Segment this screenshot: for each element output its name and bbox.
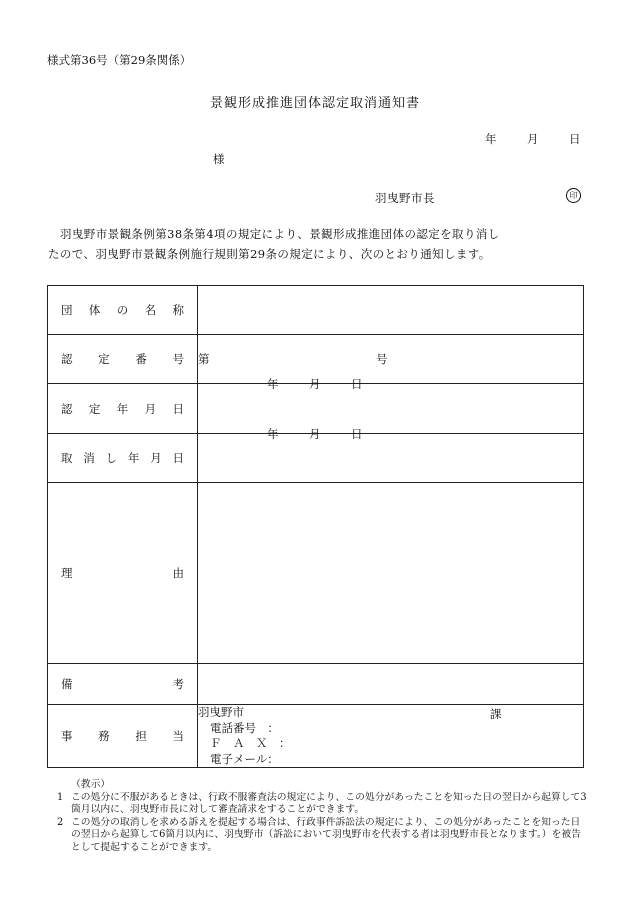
label-char: 名: [144, 303, 157, 317]
note-item: [57, 817, 587, 855]
label-char: 認: [61, 352, 73, 366]
issuer-name: 羽曳野市長: [375, 191, 435, 205]
label-char: 備: [61, 677, 73, 691]
date-day: 日: [569, 132, 581, 146]
addressee-suffix: 様: [213, 152, 225, 166]
label-char: 消: [83, 451, 95, 465]
body-line-1: 羽曳野市景観条例第38条第4項の規定により、景観形成推進団体の認定を取り消し: [60, 227, 500, 241]
row-remarks: [48, 664, 584, 705]
label-char: し: [105, 451, 118, 465]
revoke-date-day: 日: [351, 427, 363, 441]
remarks-field[interactable]: [198, 664, 584, 705]
row-revoke-date: [48, 434, 584, 483]
body-text: [48, 224, 588, 264]
note-text: この処分の取消しを求める訴えを提起する場合は、行政事件訴訟法の規定により、この処分があったことを知った日の翌日から起算して6箇月以内に、羽曳野市（訴訟において羽曳野市を代表する者は羽曳野市長となります。）を被告として提起することができます。: [71, 816, 581, 853]
date-year: 年: [485, 132, 497, 146]
org-name-label: [48, 286, 198, 335]
cert-no-prefix: 第: [198, 352, 210, 366]
label-char: 年: [127, 451, 140, 465]
contact-section: 課: [490, 707, 502, 721]
contact-phone: 電話番号 ：: [210, 720, 279, 735]
cert-date-label: [48, 384, 198, 434]
label-char: 担: [135, 729, 147, 743]
cert-date-month: 月: [309, 377, 321, 391]
label-char: 年: [116, 401, 129, 416]
notice-table: [47, 285, 584, 768]
label-char: 定: [98, 352, 110, 366]
document-title: 景観形成推進団体認定取消通知書: [209, 96, 420, 111]
label-char: 認: [61, 401, 73, 416]
label-char: 団: [61, 303, 73, 317]
note-number: 1: [57, 791, 64, 803]
label-char: の: [116, 303, 129, 317]
label-char: 体: [88, 303, 101, 317]
label-char: 日: [172, 451, 184, 465]
org-name-field[interactable]: [198, 286, 584, 335]
reason-field[interactable]: [198, 483, 584, 664]
label-char: 務: [98, 729, 110, 743]
note-item: [57, 792, 587, 817]
revoke-date-year: 年: [267, 427, 279, 441]
contact-email: 電子メール：: [210, 751, 279, 766]
label-char: 考: [172, 677, 184, 691]
cert-no-label: [48, 335, 198, 384]
contact-city: 羽曳野市: [198, 705, 244, 719]
label-char: 日: [172, 401, 184, 416]
contact-fax: Ｆ Ａ Ｘ ：: [210, 736, 291, 750]
label-char: 由: [172, 566, 184, 580]
revoke-date-month: 月: [309, 427, 321, 441]
note-text: この処分に不服があるときは、行政不服審査法の規定により、この処分があったことを知った日の翌日から起算して3箇月以内に、羽曳野市長に対して審査請求をすることができます。: [71, 791, 587, 815]
body-line-2: たので、羽曳野市景観条例施行規則第29条の規定により、次のとおり通知します。: [48, 247, 491, 261]
seal-mark: 印: [566, 188, 581, 203]
revoke-date-field[interactable]: [198, 427, 584, 483]
date-month: 月: [527, 132, 539, 146]
contact-label: [48, 705, 198, 768]
cert-no-field[interactable]: [198, 335, 584, 384]
reason-label: [48, 483, 198, 664]
label-char: 号: [172, 352, 184, 366]
cert-date-field[interactable]: [198, 377, 584, 434]
label-char: 理: [61, 566, 73, 580]
row-org-name: [48, 286, 584, 335]
notes-heading: （教示）: [71, 779, 111, 790]
row-contact: [48, 705, 584, 768]
label-char: 月: [150, 451, 162, 465]
label-char: 事: [61, 729, 73, 743]
label-char: 取: [61, 451, 73, 465]
form-number: 様式第36号（第29条関係）: [47, 53, 192, 67]
cert-date-year: 年: [267, 377, 279, 391]
cert-date-day: 日: [351, 377, 363, 391]
note-number: 2: [57, 816, 64, 828]
label-char: 定: [88, 401, 101, 416]
label-char: 番: [135, 352, 147, 366]
remarks-label: [48, 664, 198, 705]
row-reason: [48, 483, 584, 664]
label-char: 当: [172, 729, 184, 743]
cert-no-suffix: 号: [376, 352, 388, 366]
label-char: 称: [172, 303, 184, 317]
contact-field: [198, 705, 584, 768]
notes-section: [57, 779, 587, 854]
revoke-date-label: [48, 434, 198, 483]
label-char: 月: [144, 401, 157, 416]
